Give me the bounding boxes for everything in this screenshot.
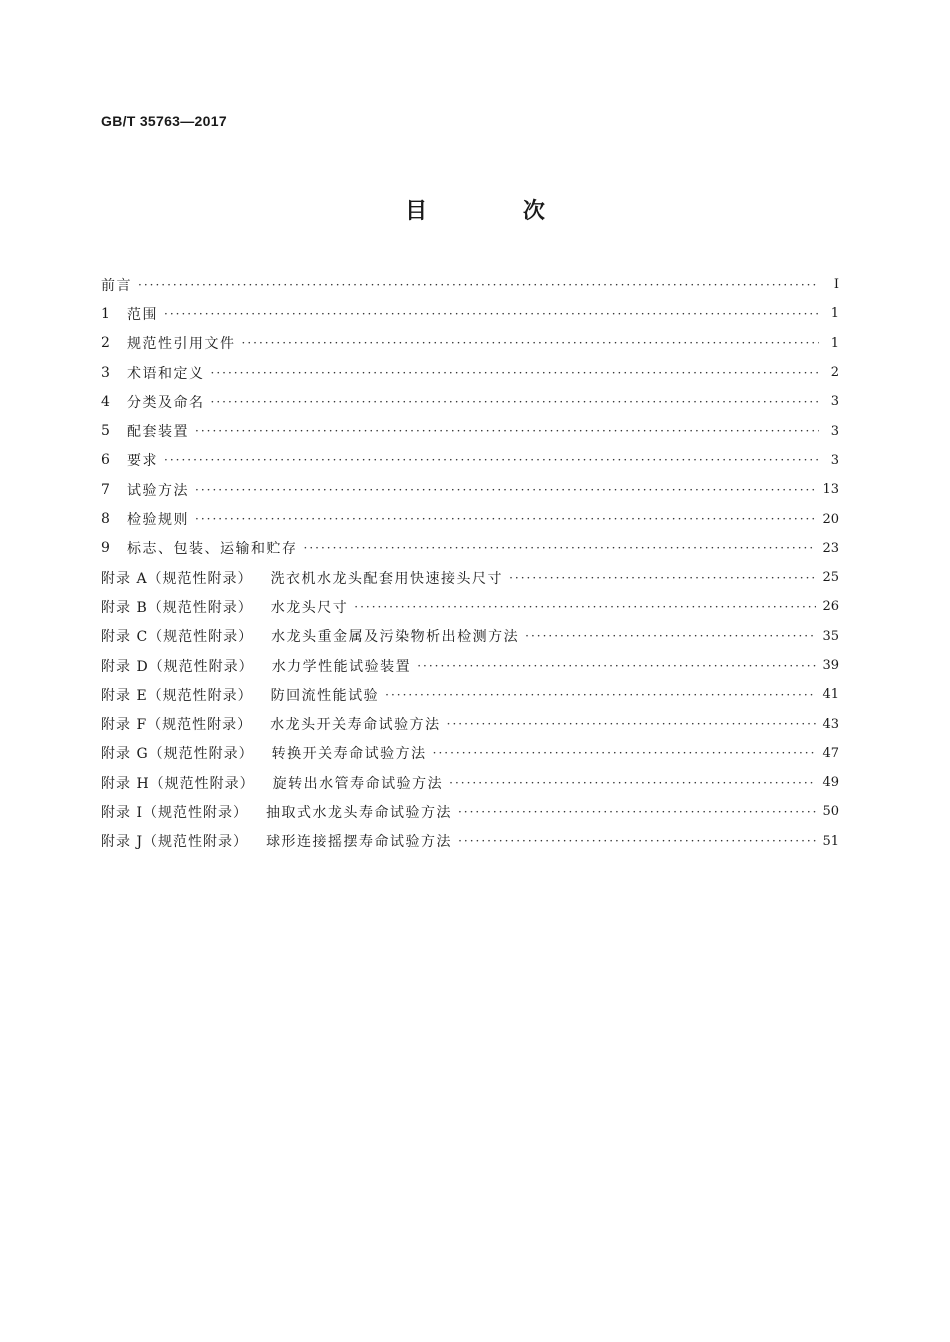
toc-leader-dots [385,688,816,702]
toc-entry-number: 5 [101,423,110,440]
toc-entry-page: Ⅰ [833,277,839,293]
toc-leader-dots [417,659,816,673]
appendix-label: 附录 B（规范性附录） [101,599,253,616]
toc-leader-dots [138,278,819,292]
appendix-label: 附录 D（规范性附录） [101,658,254,675]
toc-entry-number: 8 [101,511,110,528]
toc-leader-dots [433,746,817,760]
appendix-label: 附录 F（规范性附录） [101,717,253,734]
toc-entry-page: 47 [822,745,839,761]
appendix-title: 水龙头开关寿命试验方法 [270,717,441,734]
appendix-title: 旋转出水管寿命试验方法 [272,775,444,792]
toc-appendix-entry[interactable] [101,622,839,651]
toc-leader-dots [195,424,819,438]
toc-entry-page: 2 [830,365,839,381]
toc-appendix-entry[interactable] [101,651,839,680]
toc-entry-number: 3 [101,364,110,381]
appendix-title: 转换开关寿命试验方法 [271,746,427,763]
toc-entry-foreword[interactable] [101,270,839,299]
appendix-title: 球形连接摇摆寿命试验方法 [266,834,453,851]
toc-leader-dots [354,600,816,614]
toc-entry-number: 4 [101,393,110,410]
toc-entry-page: 26 [822,599,839,615]
toc-entry-page: 39 [822,658,839,673]
appendix-label: 附录 G（规范性附录） [101,746,254,763]
toc-entry-page: 1 [830,335,839,351]
appendix-title: 水龙头尺寸 [270,599,349,616]
appendix-label: 附录 I（规范性附录） [101,804,248,821]
toc-leader-dots [458,834,816,848]
appendix-title: 洗衣机水龙头配套用快速接头尺寸 [270,570,504,587]
toc-entry[interactable] [101,387,839,416]
toc-entry-label: 检验规则 [127,512,189,529]
toc-entry-label: 试验方法 [127,482,189,499]
toc-entry-label: 标志、包装、运输和贮存 [127,541,298,558]
toc-entry-page: 50 [822,804,839,820]
toc-appendix-entry[interactable] [101,592,839,621]
toc-appendix-entry[interactable] [101,709,839,738]
toc-entry-page: 49 [822,775,839,791]
appendix-title: 水力学性能试验装置 [271,658,412,675]
toc-leader-dots [509,571,816,585]
appendix-label: 附录 A（规范性附录） [101,570,253,587]
toc-appendix-entry[interactable] [101,827,839,856]
toc-entry[interactable] [101,534,839,563]
toc-entry-label: 要求 [127,453,158,470]
toc-entry[interactable] [101,416,839,445]
toc-entry-page: 51 [822,833,839,849]
toc-leader-dots [195,512,816,526]
toc-leader-dots [195,483,816,497]
toc-entry-page: 3 [830,423,839,439]
toc-entry-label: 配套装置 [127,424,189,441]
toc-entry-page: 35 [822,628,839,644]
toc-entry[interactable] [101,358,839,387]
appendix-label: 附录 E（规范性附录） [101,687,253,704]
toc-appendix-entry[interactable] [101,680,839,709]
toc-entry-label: 分类及命名 [127,394,205,411]
toc-leader-dots [211,395,820,409]
toc-entry-page: 1 [830,306,839,322]
toc-entry-label: 范围 [127,306,158,323]
toc-entry-number: 9 [101,540,110,557]
toc-entry[interactable] [101,446,839,475]
toc-entry-number: 7 [101,481,110,498]
toc-entry-label: 前言 [101,277,132,294]
page-title: 目 次 [405,199,589,224]
toc-entry[interactable] [101,329,839,358]
toc-entry-number: 1 [101,305,110,322]
toc-leader-dots [449,776,816,790]
toc-entry-page: 41 [822,687,839,703]
toc-entry-page: 13 [822,482,839,498]
toc-appendix-entry[interactable] [101,563,839,592]
toc-appendix-entry[interactable] [101,739,839,768]
toc-leader-dots [164,307,819,321]
toc-entry[interactable] [101,475,839,504]
toc-entry[interactable] [101,504,839,533]
toc-entry-number: 2 [101,335,110,352]
toc-leader-dots [211,366,820,380]
toc-entry-page: 3 [830,452,839,468]
appendix-label: 附录 C（规范性附录） [101,629,254,646]
appendix-title: 抽取式水龙头寿命试验方法 [265,804,452,821]
toc-entry-page: 25 [822,570,839,586]
appendix-title: 防回流性能试验 [270,687,380,704]
toc-leader-dots [164,453,819,467]
toc-leader-dots [458,805,816,819]
standard-code: GB/T 35763—2017 [101,113,227,129]
toc-leader-dots [304,541,817,555]
toc-entry-page: 3 [830,394,839,410]
toc-entry-label: 术语和定义 [127,365,205,382]
appendix-title: 水龙头重金属及污染物析出检测方法 [271,629,520,646]
table-of-contents [101,270,839,856]
toc-appendix-entry[interactable] [101,768,839,797]
toc-appendix-entry[interactable] [101,797,839,826]
toc-entry-page: 20 [822,511,839,527]
toc-leader-dots [242,336,820,350]
appendix-label: 附录 J（规范性附录） [101,834,249,851]
toc-entry-label: 规范性引用文件 [127,336,236,353]
toc-entry[interactable] [101,299,839,328]
toc-entry-number: 6 [101,452,110,469]
toc-leader-dots [447,717,817,731]
toc-leader-dots [525,629,816,643]
toc-entry-page: 23 [822,540,839,556]
toc-entry-page: 43 [822,716,839,732]
appendix-label: 附录 H（规范性附录） [101,775,255,792]
